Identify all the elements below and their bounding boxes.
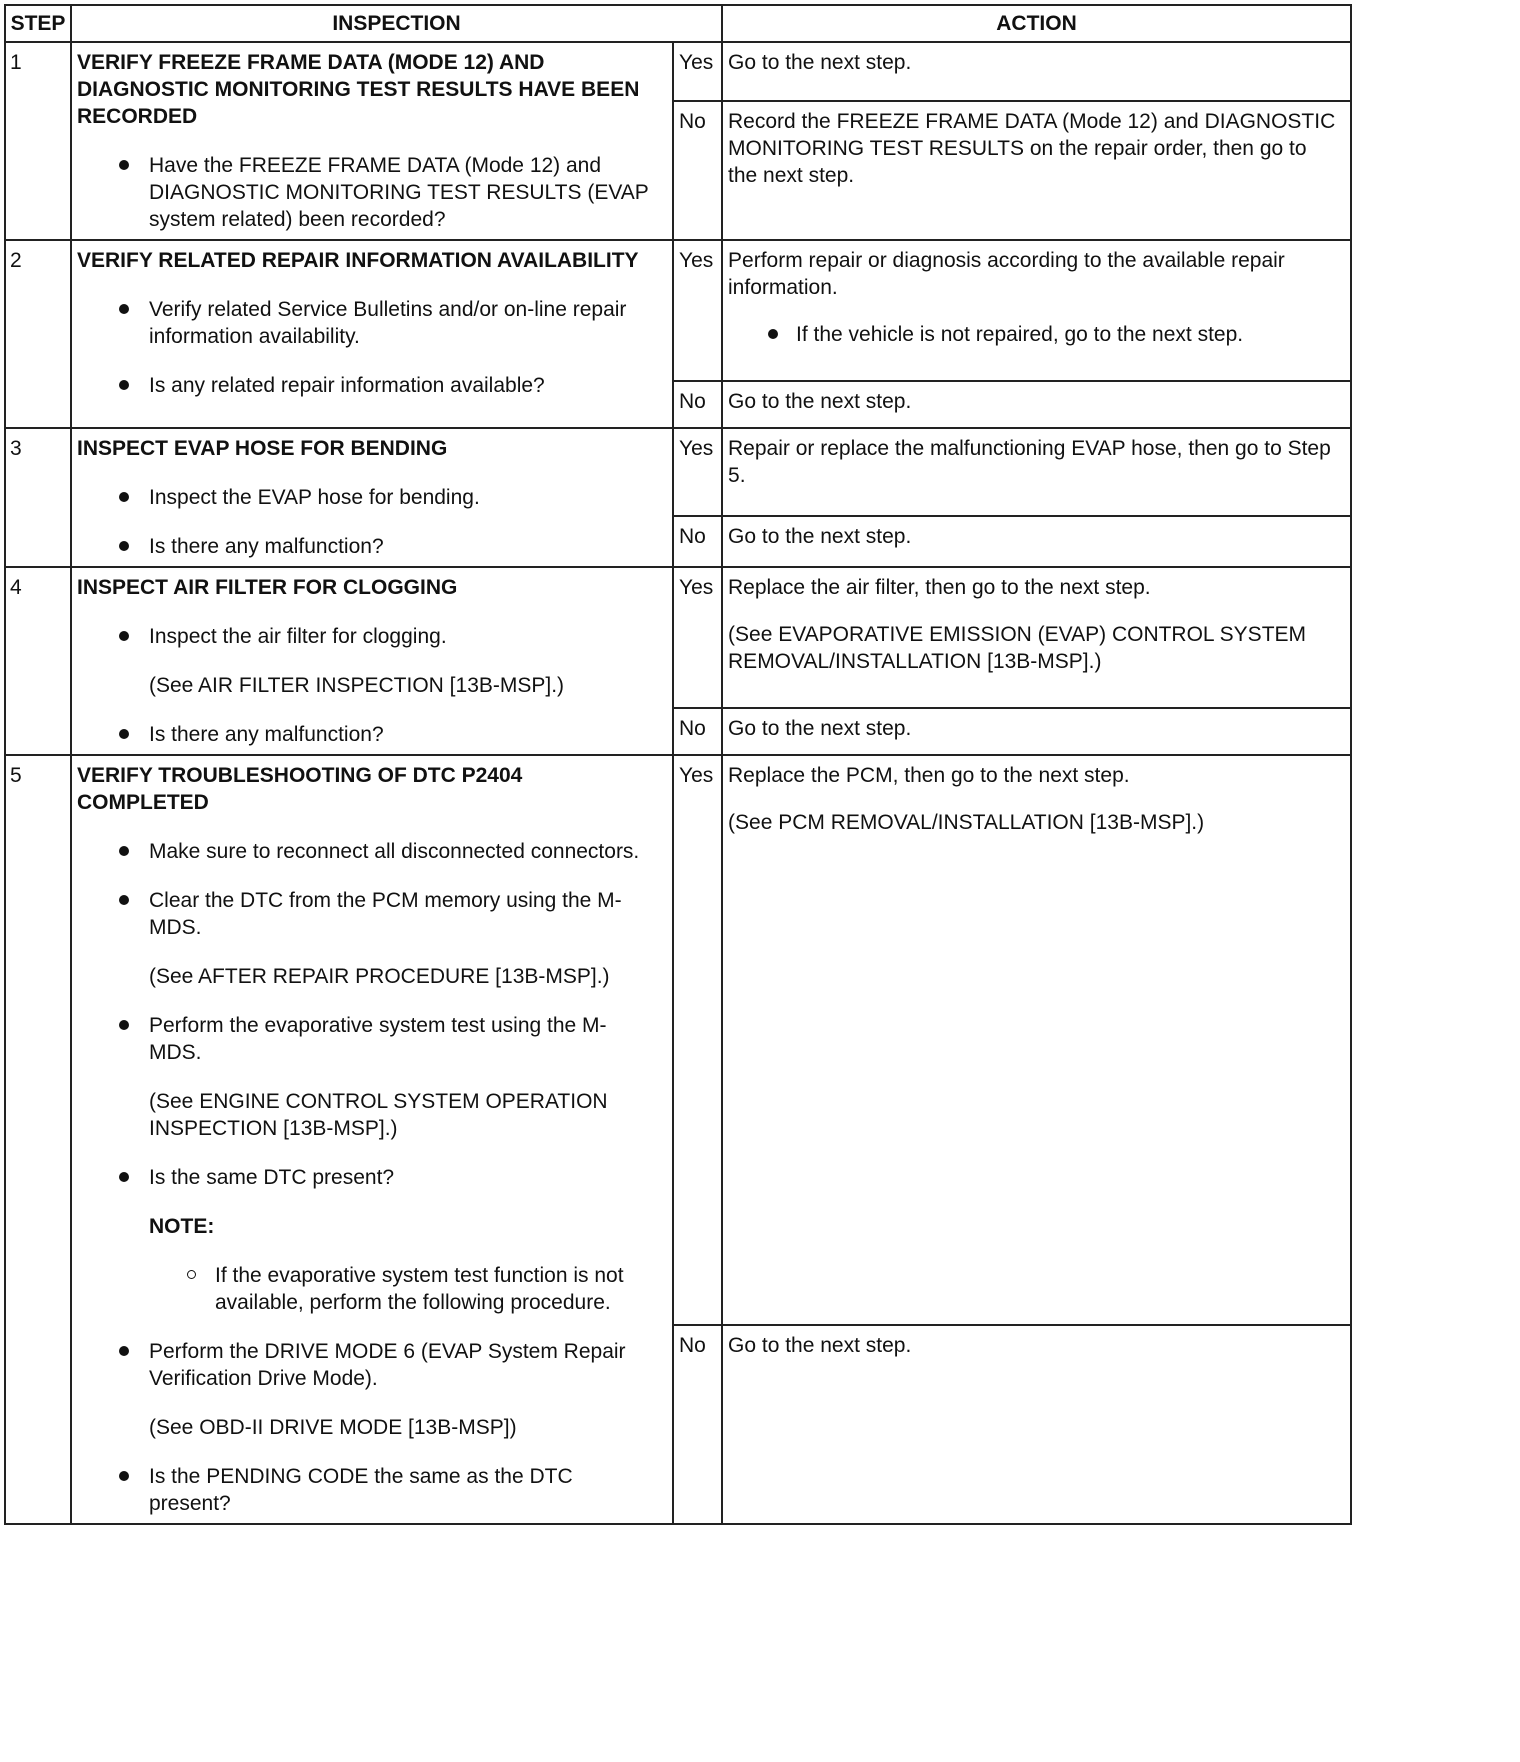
inspection-bullet: Have the FREEZE FRAME DATA (Mode 12) and DIAGNOSTIC MONITORING TEST RESULTS (EVAP system related) been recorded?	[77, 152, 654, 233]
step-1-yes-row	[5, 42, 1351, 101]
step-number: 4	[5, 567, 71, 755]
note-item: If the evaporative system test function is not available, perform the following procedure.	[77, 1262, 654, 1316]
reference-text: (See OBD-II DRIVE MODE [13B-MSP])	[149, 1416, 517, 1439]
step-5-yes-row	[5, 755, 1351, 1325]
step-1-inspection	[71, 42, 673, 240]
inspection-bullet: Inspect the EVAP hose for bending.	[77, 484, 654, 511]
no-label: No	[673, 101, 722, 240]
action-text: Replace the PCM, then go to the next step.	[728, 764, 1130, 787]
no-action	[722, 516, 1351, 567]
inspection-bullet: Perform the DRIVE MODE 6 (EVAP System Repair Verification Drive Mode).	[77, 1338, 654, 1392]
inspection-bullet: Perform the evaporative system test using the M-MDS.	[77, 1012, 654, 1066]
action-text: Go to the next step.	[728, 1334, 912, 1357]
action-text: Record the FREEZE FRAME DATA (Mode 12) and DIAGNOSTIC MONITORING TEST RESULTS on the repair order, then go to the next step.	[728, 110, 1336, 188]
yes-action	[722, 240, 1351, 381]
yes-action	[722, 428, 1351, 516]
reference-text: (See ENGINE CONTROL SYSTEM OPERATION INSPECTION [13B-MSP].)	[149, 1090, 608, 1140]
step-number: 5	[5, 755, 71, 1524]
step-number: 2	[5, 240, 71, 428]
step-title: VERIFY FREEZE FRAME DATA (MODE 12) AND DIAGNOSTIC MONITORING TEST RESULTS HAVE BEEN RECORDED	[77, 51, 640, 128]
inspection-bullet: Make sure to reconnect all disconnected connectors.	[77, 838, 654, 865]
yes-label: Yes	[673, 240, 722, 381]
yes-label: Yes	[673, 42, 722, 101]
header-inspection: INSPECTION	[71, 5, 722, 42]
action-text: Go to the next step.	[728, 524, 912, 548]
action-reference: (See EVAPORATIVE EMISSION (EVAP) CONTROL SYSTEM REMOVAL/INSTALLATION [13B-MSP].)	[728, 623, 1307, 673]
step-2-inspection	[71, 240, 673, 428]
action-bullet: If the vehicle is not repaired, go to the next step.	[728, 321, 1340, 348]
no-label: No	[673, 381, 722, 428]
step-3-yes-row	[5, 428, 1351, 516]
no-action	[722, 381, 1351, 428]
step-3-inspection	[71, 428, 673, 567]
yes-label: Yes	[673, 428, 722, 516]
no-action	[722, 101, 1351, 240]
yes-label: Yes	[673, 567, 722, 708]
step-title: VERIFY TROUBLESHOOTING OF DTC P2404 COMPLETED	[77, 764, 523, 814]
yes-action	[722, 567, 1351, 708]
no-action	[722, 1325, 1351, 1524]
action-text: Go to the next step.	[728, 717, 912, 740]
diagnostic-procedure-table	[4, 4, 1352, 1525]
no-action	[722, 708, 1351, 755]
yes-label: Yes	[673, 755, 722, 1325]
step-title: INSPECT AIR FILTER FOR CLOGGING	[77, 576, 458, 599]
inspection-bullet: Clear the DTC from the PCM memory using the M-MDS.	[77, 887, 654, 941]
action-reference: (See PCM REMOVAL/INSTALLATION [13B-MSP].)	[728, 811, 1205, 834]
inspection-bullet: Is the PENDING CODE the same as the DTC present?	[77, 1463, 654, 1517]
action-text: Replace the air filter, then go to the next step.	[728, 576, 1151, 599]
inspection-bullet: Is there any malfunction?	[77, 533, 654, 560]
step-5-inspection	[71, 755, 673, 1524]
reference-text: (See AFTER REPAIR PROCEDURE [13B-MSP].)	[149, 965, 610, 988]
step-title: VERIFY RELATED REPAIR INFORMATION AVAILABILITY	[77, 249, 639, 272]
no-label: No	[673, 1325, 722, 1524]
step-title: INSPECT EVAP HOSE FOR BENDING	[77, 437, 448, 460]
step-4-inspection	[71, 567, 673, 755]
inspection-bullet: Inspect the air filter for clogging.	[77, 623, 654, 650]
note-label: NOTE:	[149, 1215, 215, 1238]
yes-action	[722, 755, 1351, 1325]
step-2-yes-row	[5, 240, 1351, 381]
action-text: Perform repair or diagnosis according to the available repair information.	[728, 249, 1285, 299]
step-number: 1	[5, 42, 71, 240]
action-text: Repair or replace the malfunctioning EVAP hose, then go to Step 5.	[728, 437, 1331, 487]
header-action: ACTION	[722, 5, 1351, 42]
step-4-yes-row	[5, 567, 1351, 708]
no-label: No	[673, 708, 722, 755]
step-number: 3	[5, 428, 71, 567]
inspection-bullet: Is the same DTC present?	[77, 1164, 654, 1191]
action-text: Go to the next step.	[728, 51, 912, 74]
action-text: Go to the next step.	[728, 390, 912, 413]
no-label: No	[673, 516, 722, 567]
reference-text: (See AIR FILTER INSPECTION [13B-MSP].)	[149, 674, 565, 697]
inspection-bullet: Verify related Service Bulletins and/or on-line repair information availability.	[77, 296, 654, 350]
inspection-bullet: Is there any malfunction?	[77, 721, 654, 748]
header-row	[5, 5, 1351, 42]
header-step: STEP	[5, 5, 71, 42]
yes-action	[722, 42, 1351, 101]
inspection-bullet: Is any related repair information available?	[77, 372, 654, 399]
